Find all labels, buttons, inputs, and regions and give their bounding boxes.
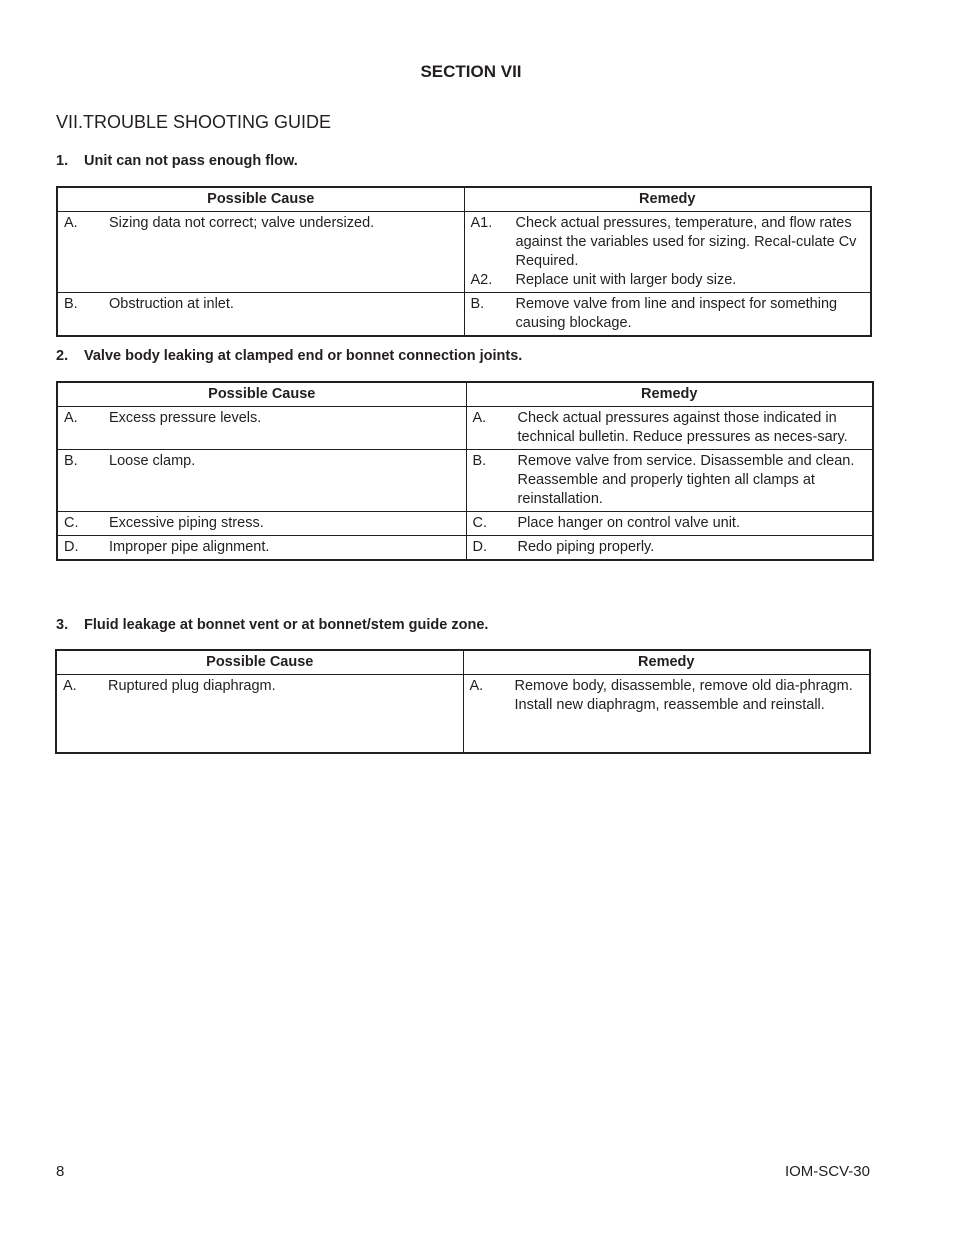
problem-heading — [56, 153, 298, 169]
problem-heading — [56, 348, 522, 364]
remedy-text: Check actual pressures, temperature, and flow rates against the variables used for sizing. Recal-culate Cv Required. — [515, 215, 857, 269]
cause-label: A. — [64, 215, 78, 231]
table-row — [57, 293, 871, 337]
remedy-label: D. — [472, 539, 487, 555]
remedy-label: A2. — [470, 272, 493, 288]
remedy-cell — [464, 212, 871, 293]
remedy-label: C. — [472, 515, 487, 531]
problem-number: 3. — [56, 617, 69, 633]
remedy-cell — [466, 450, 873, 512]
table-header-row — [57, 187, 871, 212]
problem-title: Fluid leakage at bonnet vent or at bonnet/stem guide zone. — [84, 617, 489, 633]
cause-label: A. — [64, 410, 78, 426]
cause-label: D. — [64, 539, 79, 555]
column-header-remedy: Remedy — [463, 650, 870, 675]
problem-number: 2. — [56, 348, 69, 364]
remedy-label: A1. — [470, 215, 493, 231]
cause-cell — [57, 212, 464, 293]
problem-title: Unit can not pass enough flow. — [84, 153, 298, 169]
remedy-text: Remove body, disassemble, remove old dia-phragm. Install new diaphragm, reassemble and reinstall. — [514, 678, 853, 713]
problem-number: 1. — [56, 153, 69, 169]
remedy-cell — [464, 293, 871, 337]
cause-cell — [56, 675, 463, 753]
table-row — [56, 675, 870, 753]
cause-text: Ruptured plug diaphragm. — [108, 678, 276, 694]
column-header-cause: Possible Cause — [56, 650, 463, 675]
remedy-text: Place hanger on control valve unit. — [517, 515, 740, 531]
cause-cell — [57, 407, 466, 450]
column-header-remedy: Remedy — [466, 382, 873, 407]
remedy-label: B. — [470, 296, 485, 312]
table-row — [57, 212, 871, 293]
cause-label: C. — [64, 515, 79, 531]
cause-text: Excess pressure levels. — [109, 410, 262, 426]
cause-cell — [57, 293, 464, 337]
table-header-row — [57, 382, 873, 407]
table-row — [57, 407, 873, 450]
table-header-row — [56, 650, 870, 675]
document-code: IOM-SCV-30 — [784, 1163, 870, 1180]
cause-label: B. — [64, 453, 78, 469]
remedy-text: Remove valve from service. Disassemble and clean. Reassemble and properly tighten all clamps at reinstallation. — [517, 453, 855, 507]
cause-text: Excessive piping stress. — [109, 515, 264, 531]
remedy-cell — [466, 407, 873, 450]
remedy-text: Redo piping properly. — [517, 539, 655, 555]
cause-text: Improper pipe alignment. — [109, 539, 270, 555]
remedy-label: A. — [472, 410, 487, 426]
problem-heading — [56, 617, 488, 633]
cause-text: Obstruction at inlet. — [109, 296, 234, 312]
remedy-text: Replace unit with larger body size. — [515, 272, 737, 288]
cause-label: B. — [64, 296, 78, 312]
column-header-remedy: Remedy — [464, 187, 871, 212]
cause-cell — [57, 512, 466, 536]
remedy-cell — [466, 536, 873, 561]
troubleshooting-table — [55, 649, 871, 754]
table-row — [57, 450, 873, 512]
remedy-text: Remove valve from line and inspect for something causing blockage. — [515, 296, 838, 331]
troubleshooting-table — [56, 381, 874, 561]
troubleshooting-table — [56, 186, 872, 337]
cause-label: A. — [63, 678, 77, 694]
remedy-label: A. — [469, 678, 484, 694]
cause-cell — [57, 536, 466, 561]
table-row — [57, 512, 873, 536]
cause-text: Sizing data not correct; valve undersized. — [109, 215, 375, 231]
column-header-cause: Possible Cause — [57, 382, 466, 407]
problem-title: Valve body leaking at clamped end or bonnet connection joints. — [84, 348, 523, 364]
remedy-label: B. — [472, 453, 487, 469]
cause-text: Loose clamp. — [109, 453, 196, 469]
section-title: SECTION VII — [420, 62, 522, 81]
remedy-cell — [463, 675, 870, 753]
guide-title: VII.TROUBLE SHOOTING GUIDE — [56, 112, 332, 132]
remedy-text: Check actual pressures against those indicated in technical bulletin. Reduce pressures as neces-sary. — [517, 410, 848, 445]
column-header-cause: Possible Cause — [57, 187, 464, 212]
remedy-cell — [466, 512, 873, 536]
cause-cell — [57, 450, 466, 512]
page-number: 8 — [56, 1163, 65, 1180]
table-row — [57, 536, 873, 561]
